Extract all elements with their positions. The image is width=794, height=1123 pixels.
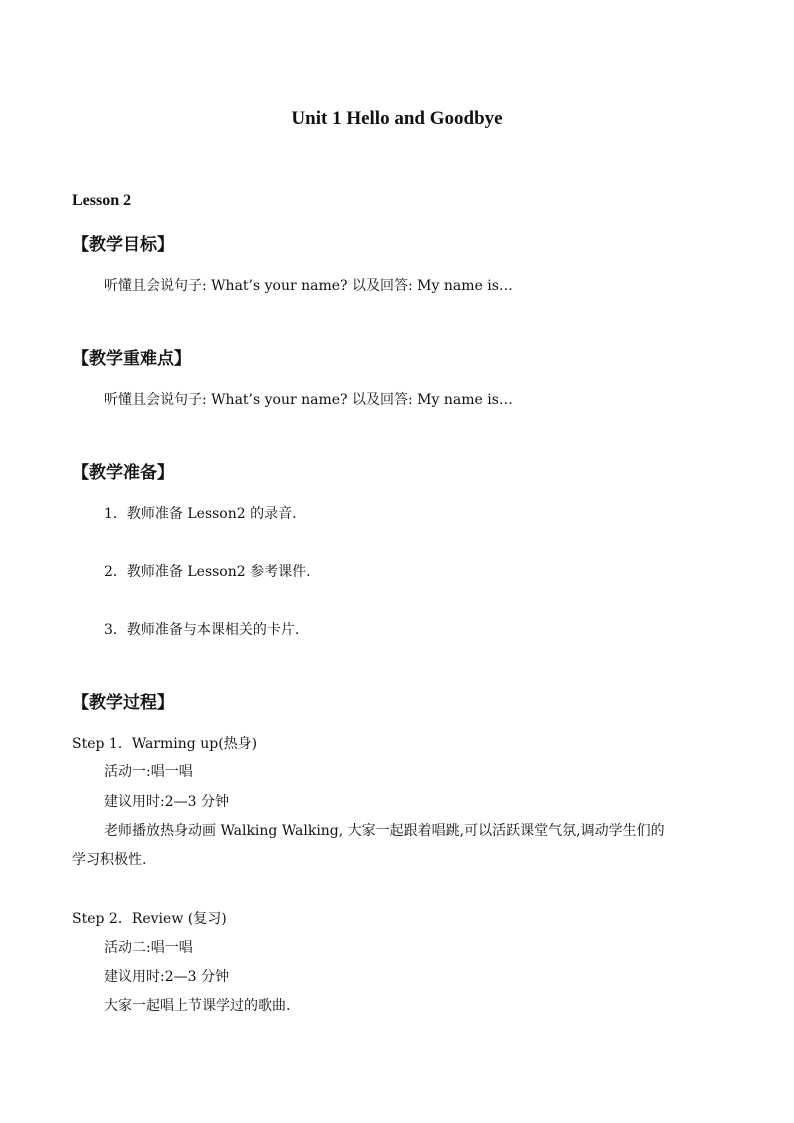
preparation-heading: 【教学准备】 bbox=[72, 463, 174, 483]
preparation-item: 1．教师准备 Lesson2 的录音. bbox=[104, 506, 297, 522]
step-description-line: 老师播放热身动画 Walking Walking, 大家一起跟着唱跳,可以活跃课堂气氛,调动学生们的 bbox=[104, 823, 665, 839]
step-time: 建议用时:2—3 分钟 bbox=[104, 969, 229, 985]
key-points-text: 听懂且会说句子: What’s your name? 以及回答: My name is… bbox=[104, 392, 513, 408]
preparation-item: 3．教师准备与本课相关的卡片. bbox=[104, 622, 300, 638]
step-activity: 活动二:唱一唱 bbox=[104, 940, 193, 956]
document-title: Unit 1 Hello and Goodbye bbox=[291, 108, 503, 129]
objectives-text: 听懂且会说句子: What’s your name? 以及回答: My name is… bbox=[104, 278, 513, 294]
lesson-label: Lesson 2 bbox=[72, 192, 132, 209]
step-title: Step 1．Warming up(热身) bbox=[72, 736, 258, 752]
process-heading: 【教学过程】 bbox=[72, 693, 174, 713]
step-title: Step 2．Review (复习) bbox=[72, 911, 227, 927]
preparation-item: 2．教师准备 Lesson2 参考课件. bbox=[104, 564, 311, 580]
key-points-heading: 【教学重难点】 bbox=[72, 349, 191, 369]
step-activity: 活动一:唱一唱 bbox=[104, 764, 193, 780]
step-description-line: 学习积极性. bbox=[72, 852, 147, 868]
step-description-line: 大家一起唱上节课学过的歌曲. bbox=[104, 998, 291, 1014]
objectives-heading: 【教学目标】 bbox=[72, 235, 174, 255]
step-time: 建议用时:2—3 分钟 bbox=[104, 794, 229, 810]
